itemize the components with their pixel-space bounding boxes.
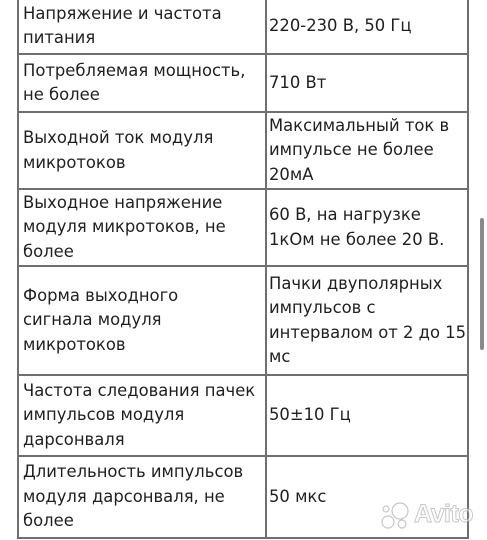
param-cell: Форма выходного сигнала модуля микротоков [18,266,266,375]
watermark-text: Avito [414,500,474,528]
param-cell: Напряжение и частота питания [18,0,266,54]
table-row [18,112,468,189]
param-cell: Выходное напряжение модуля микротоков, не более [18,189,266,266]
table-row [18,266,468,375]
param-cell: Частота следования пачек импульсов модуля дарсонваля [18,375,266,456]
value-cell: 710 Вт [266,54,468,112]
avito-logo-icon [380,502,412,530]
specifications-table [17,0,469,539]
value-cell: 50±10 Гц [266,375,468,456]
avito-watermark [380,498,480,534]
param-cell: Потребляемая мощность, не более [18,54,266,112]
value-cell: 60 В, на нагрузке 1кОм не более 20 В. [266,189,468,266]
value-cell: Пачки двуполярных импульсов с интервалом от 2 до 15 мс [266,266,468,375]
param-cell: Длительность импульсов модуля дарсонваля, не более [18,456,266,538]
value-cell: 220-230 В, 50 Гц [266,0,468,54]
table-row [18,375,468,456]
param-cell: Выходной ток модуля микротоков [18,112,266,189]
table-row [18,0,468,54]
vertical-scrollbar[interactable] [480,218,484,350]
table-row [18,54,468,112]
value-cell: Максимальный ток в импульсе не более 20мА [266,112,468,189]
table-row [18,189,468,266]
value-cell: 50 мкс [266,456,468,538]
